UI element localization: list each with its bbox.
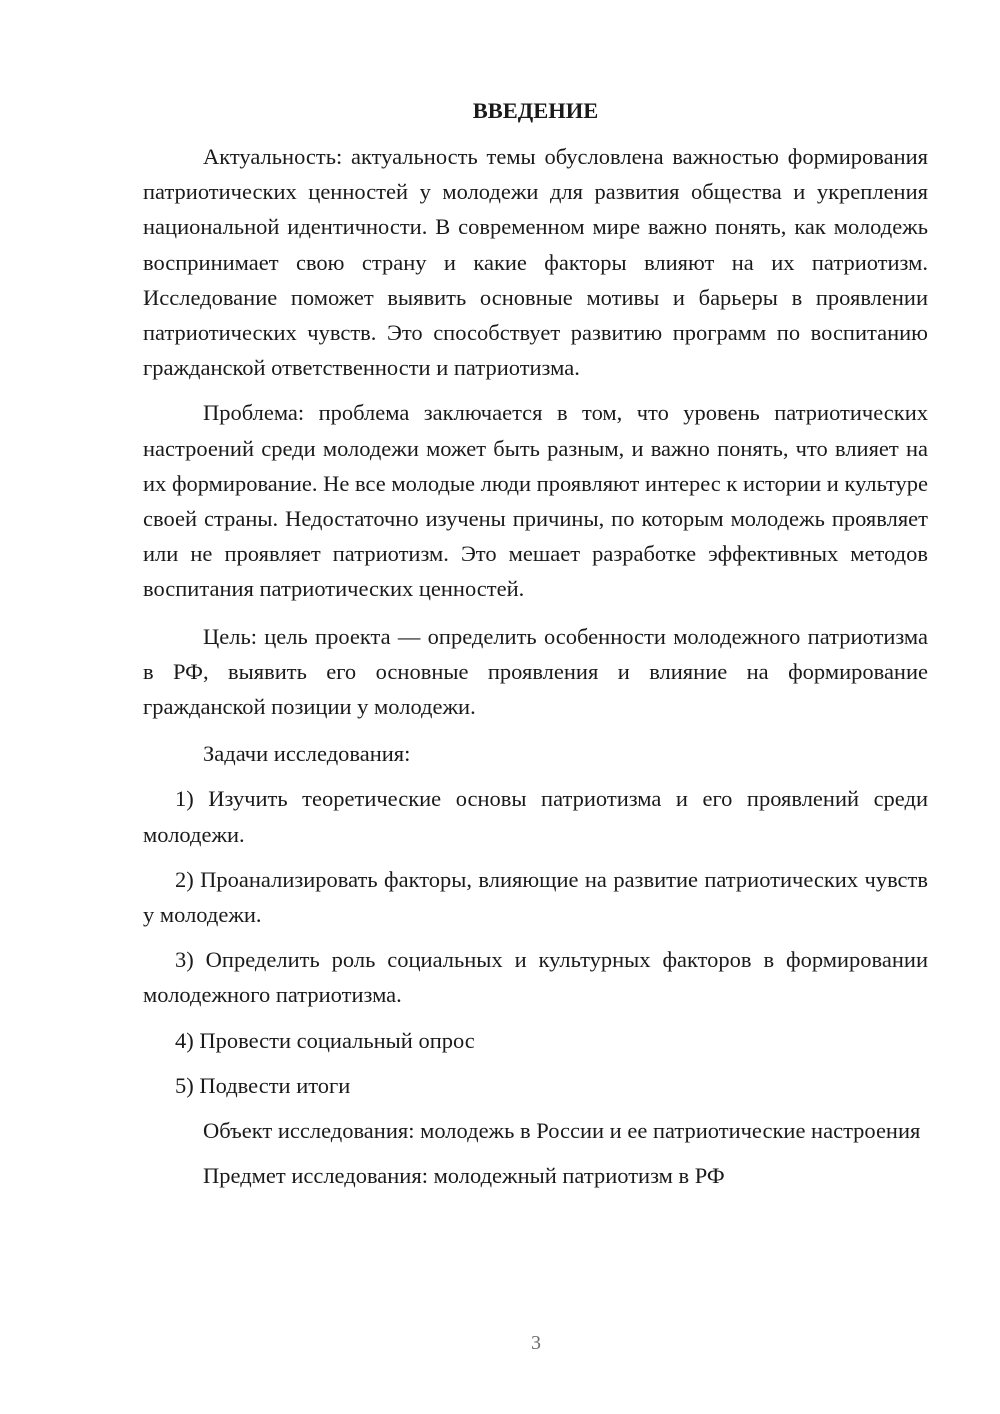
task-item-2: 2) Проанализировать факторы, влияющие на развитие патриотических чувств у молодежи. [143,866,928,928]
tasks-heading: Задачи исследования: [203,741,411,767]
task-item-1: 1) Изучить теоретические основы патриотизма и его проявлений среди молодежи. [143,786,928,847]
document-content [143,95,928,1193]
page-number: 3 [531,1332,541,1354]
task-item-5: 5) Подвести итоги [175,1072,351,1098]
actuality-paragraph: Актуальность: актуальность темы обусловлена важностью формирования патриотических ценностей у молодежи для развития общества и укрепления национальной идентичности. В современном мире важно понять, как молодежь воспринимает свою страну и какие факторы влияют на их патриотизм. Исследование поможет выявить основные мотивы и барьеры в проявлении патриотических чувств. Это способствует развитию программ по воспитанию гражданской ответственности и патриотизма. [143,144,928,381]
task-item-4: 4) Провести социальный опрос [175,1027,475,1053]
task-item-3: 3) Определить роль социальных и культурных факторов в формировании молодежного патриотизма. [143,947,928,1008]
subject-paragraph: Предмет исследования: молодежный патриотизм в РФ [203,1163,725,1189]
object-paragraph: Объект исследования: молодежь в России и ее патриотические настроения [203,1118,921,1144]
goal-paragraph: Цель: цель проекта — определить особенности молодежного патриотизма в РФ, выявить его основные проявления и влияние на формирование гражданской позиции у молодежи. [143,623,928,720]
problem-paragraph: Проблема: проблема заключается в том, что уровень патриотических настроений среди молодежи может быть разным, и важно понять, что влияет на их формирование. Не все молодые люди проявляют интерес к истории и культуре своей страны. Недостаточно изучены причины, по которым молодежь проявляет или не проявляет патриотизм. Это мешает разработке эффективных методов воспитания патриотических ценностей. [143,400,928,602]
page-title: ВВЕДЕНИЕ [472,98,599,123]
